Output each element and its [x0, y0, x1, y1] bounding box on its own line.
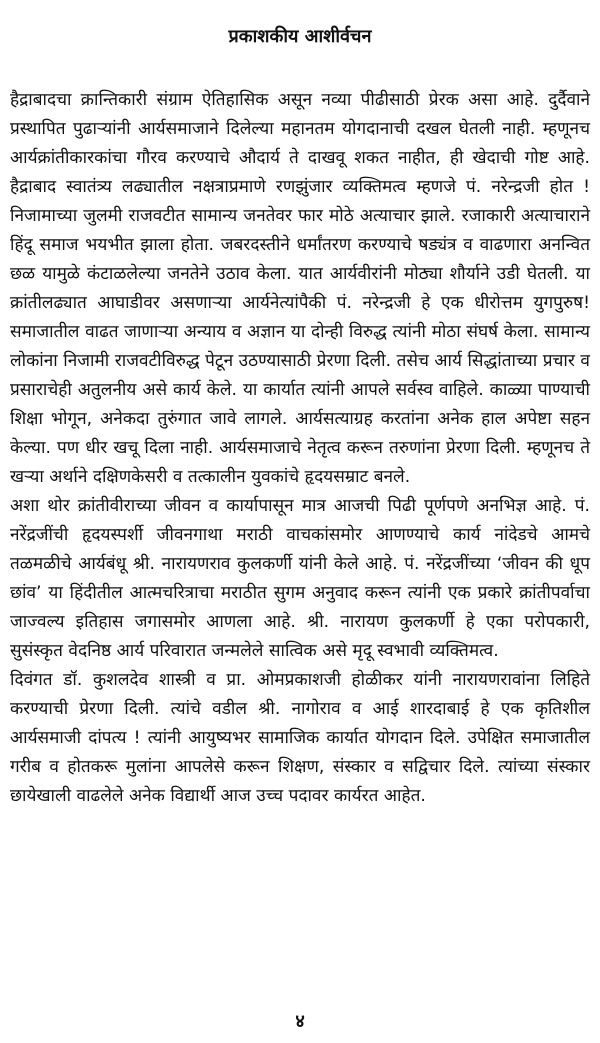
page-number: ४	[295, 1011, 305, 1032]
paragraph-2: अशा थोर क्रांतीवीराच्या जीवन व कार्यापासून मात्र आजची पिढी पूर्णपणे अनभिज्ञ आहे. पं. नरेंद्रजींची हृदयस्पर्शी जीवनगाथा मराठी वाचकांसमोर आणण्याचे कार्य नांदेडचे आमचे तळमळीचे आर्यबंधू श्री. नारायणराव कुलकर्णी यांनी केले आहे. पं. नरेंद्रजींच्या ‘जीवन की धूप छांव’ या हिंदीतील आत्मचरित्राचा मराठीत सुगम अनुवाद करून त्यांनी एक प्रकारे क्रांतीपर्वाचा जाज्वल्य इतिहास जगासमोर आणला आहे. श्री. नारायण कुलकर्णी हे एका परोपकारी, सुसंस्कृत वेदनिष्ठ आर्य परिवारात जन्मलेले सात्विक असे मृदू स्वभावी व्यक्तिमत्व.	[10, 496, 590, 661]
paragraph-1: हैद्राबादचा क्रान्तिकारी संग्राम ऐतिहासिक असून नव्या पीढीसाठी प्रेरक असा आहे. दुर्दैवाने प्रस्थापित पुढाऱ्यांनी आर्यसमाजाने दिलेल्या महानतम योगदानाची दखल घेतली नाही. म्हणूनच आर्यक्रांतीकारकांचा गौरव करण्याचे औदार्य ते दाखवू शकत नाहीत, ही खेदाची गोष्ट आहे. हैद्राबाद स्वातंत्र्य लढ्यातील नक्षत्राप्रमाणे रणझुंजार व्यक्तिमत्व म्हणजे पं. नरेन्द्रजी होत ! निजामाच्या जुलमी राजवटीत सामान्य जनतेवर फार मोठे अत्याचार झाले. रजाकारी अत्याचाराने हिंदू समाज भयभीत झाला होता. जबरदस्तीने धर्मांतरण करण्याचे षड्यंत्र व वाढणारा अनन्वित छळ यामुळे कंटाळलेल्या जनतेने उठाव केला. यात आर्यवीरांनी मोठ्या शौर्याने उडी घेतली. या क्रांतीलढ्यात आघाडीवर असणाऱ्या आर्यनेत्यांपैकी पं. नरेन्द्रजी हे एक धीरोत्तम युगपुरुष! समाजातील वाढत जाणाऱ्या अन्याय व अज्ञान या दोन्ही विरुद्ध त्यांनी मोठा संघर्ष केला. सामान्य लोकांना निजामी राजवटीविरुद्ध पेटून उठण्यासाठी प्रेरणा दिली. तसेच आर्य सिद्धांताच्या प्रचार व प्रसाराचेही अतुलनीय असे कार्य केले. या कार्यात त्यांनी आपले सर्वस्व वाहिले. काळ्या पाण्याची शिक्षा भोगून, अनेकदा तुरुंगात जावे लागले. आर्यसत्याग्रह करतांना अनेक हाल अपेष्टा सहन केल्या. पण धीर खचू दिला नाही. आर्यसमाजाचे नेतृत्व करून तरुणांना प्रेरणा दिली. म्हणूनच ते खऱ्या अर्थाने दक्षिणकेसरी व तत्कालीन युवकांचे हृदयसम्राट बनले.	[10, 90, 590, 487]
page-title: प्रकाशकीय आशीर्वचन	[228, 26, 372, 47]
paragraph-3: दिवंगत डॉ. कुशलदेव शास्त्री व प्रा. ओमप्रकाशजी होळीकर यांनी नारायणरावांना लिहिते करण्याची प्रेरणा दिली. त्यांचे वडील श्री. नागोराव व आई शारदाबाई हे एक कृतिशील आर्यसमाजी दांपत्य ! त्यांनी आयुष्यभर सामाजिक कार्यात योगदान दिले. उपेक्षित समाजातील गरीब व होतकरू मुलांना आपलेसे करून शिक्षण, संस्कार व सद्विचार दिले. त्यांच्या संस्कार छायेखाली वाढलेले अनेक विद्यार्थी आज उच्च पदावर कार्यरत आहेत.	[10, 670, 590, 806]
body-text	[10, 86, 590, 811]
